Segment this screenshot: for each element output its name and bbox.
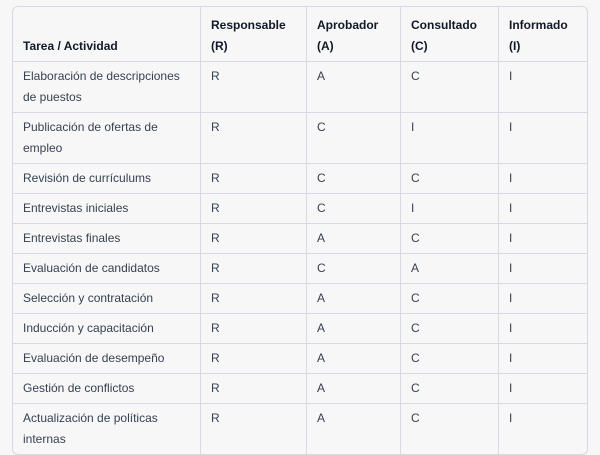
informed-cell: I bbox=[498, 253, 587, 283]
table-row bbox=[13, 163, 587, 193]
consulted-cell: C bbox=[400, 163, 498, 193]
table-row bbox=[13, 112, 587, 163]
table-row bbox=[13, 373, 587, 403]
approver-cell: A bbox=[306, 313, 400, 343]
table-row bbox=[13, 313, 587, 343]
responsible-cell: R bbox=[200, 373, 306, 403]
approver-cell: A bbox=[306, 343, 400, 373]
informed-cell: I bbox=[498, 223, 587, 253]
approver-cell: C bbox=[306, 193, 400, 223]
task-cell: Selección y contratación bbox=[13, 283, 200, 313]
responsible-cell: R bbox=[200, 343, 306, 373]
consulted-cell: C bbox=[400, 373, 498, 403]
table-row bbox=[13, 253, 587, 283]
consulted-cell: C bbox=[400, 343, 498, 373]
responsible-cell: R bbox=[200, 112, 306, 163]
table-row bbox=[13, 403, 587, 454]
task-cell: Evaluación de candidatos bbox=[13, 253, 200, 283]
header-approver-code: (A) bbox=[317, 39, 334, 53]
header-row bbox=[13, 7, 587, 62]
informed-cell: I bbox=[498, 373, 587, 403]
header-informed-label: Informado bbox=[509, 18, 568, 32]
header-responsible bbox=[200, 7, 306, 62]
responsible-cell: R bbox=[200, 223, 306, 253]
table-row bbox=[13, 343, 587, 373]
approver-cell: A bbox=[306, 223, 400, 253]
header-consulted bbox=[400, 7, 498, 62]
header-task-label: Tarea / Actividad bbox=[23, 39, 118, 53]
approver-cell: A bbox=[306, 373, 400, 403]
responsible-cell: R bbox=[200, 62, 306, 112]
approver-cell: A bbox=[306, 62, 400, 112]
informed-cell: I bbox=[498, 283, 587, 313]
responsible-cell: R bbox=[200, 283, 306, 313]
table-header bbox=[13, 7, 587, 62]
informed-cell: I bbox=[498, 403, 587, 454]
consulted-cell: C bbox=[400, 283, 498, 313]
approver-cell: C bbox=[306, 253, 400, 283]
approver-cell: C bbox=[306, 112, 400, 163]
header-task bbox=[13, 7, 200, 62]
consulted-cell: C bbox=[400, 313, 498, 343]
task-cell: Evaluación de desempeño bbox=[13, 343, 200, 373]
informed-cell: I bbox=[498, 193, 587, 223]
header-approver-label: Aprobador bbox=[317, 18, 379, 32]
informed-cell: I bbox=[498, 163, 587, 193]
header-consulted-code: (C) bbox=[411, 39, 428, 53]
task-cell: Publicación de ofertas de empleo bbox=[13, 112, 200, 163]
task-cell: Entrevistas iniciales bbox=[13, 193, 200, 223]
raci-table bbox=[12, 6, 588, 455]
table-row bbox=[13, 193, 587, 223]
header-consulted-label: Consultado bbox=[411, 18, 477, 32]
responsible-cell: R bbox=[200, 163, 306, 193]
consulted-cell: I bbox=[400, 193, 498, 223]
consulted-cell: C bbox=[400, 403, 498, 454]
informed-cell: I bbox=[498, 343, 587, 373]
informed-cell: I bbox=[498, 313, 587, 343]
task-cell: Gestión de conflictos bbox=[13, 373, 200, 403]
approver-cell: C bbox=[306, 163, 400, 193]
header-informed-code: (I) bbox=[509, 39, 521, 53]
header-informed bbox=[498, 7, 587, 62]
task-cell: Inducción y capacitación bbox=[13, 313, 200, 343]
consulted-cell: I bbox=[400, 112, 498, 163]
consulted-cell: C bbox=[400, 62, 498, 112]
approver-cell: A bbox=[306, 283, 400, 313]
task-cell: Revisión de currículums bbox=[13, 163, 200, 193]
table-body bbox=[13, 62, 587, 454]
responsible-cell: R bbox=[200, 193, 306, 223]
raci-table-container bbox=[12, 6, 586, 455]
task-cell: Entrevistas finales bbox=[13, 223, 200, 253]
table-row bbox=[13, 283, 587, 313]
task-cell: Elaboración de descripciones de puestos bbox=[23, 69, 180, 104]
informed-cell: I bbox=[498, 112, 587, 163]
consulted-cell: A bbox=[400, 253, 498, 283]
table-row bbox=[13, 62, 587, 112]
task-cell: Actualización de políticas internas bbox=[13, 403, 200, 454]
header-responsible-label: Responsable bbox=[211, 18, 286, 32]
responsible-cell: R bbox=[200, 253, 306, 283]
responsible-cell: R bbox=[200, 313, 306, 343]
responsible-cell: R bbox=[200, 403, 306, 454]
consulted-cell: C bbox=[400, 223, 498, 253]
table-row bbox=[13, 223, 587, 253]
header-approver bbox=[306, 7, 400, 62]
approver-cell: A bbox=[306, 403, 400, 454]
informed-cell: I bbox=[498, 62, 587, 112]
header-responsible-code: (R) bbox=[211, 39, 228, 53]
